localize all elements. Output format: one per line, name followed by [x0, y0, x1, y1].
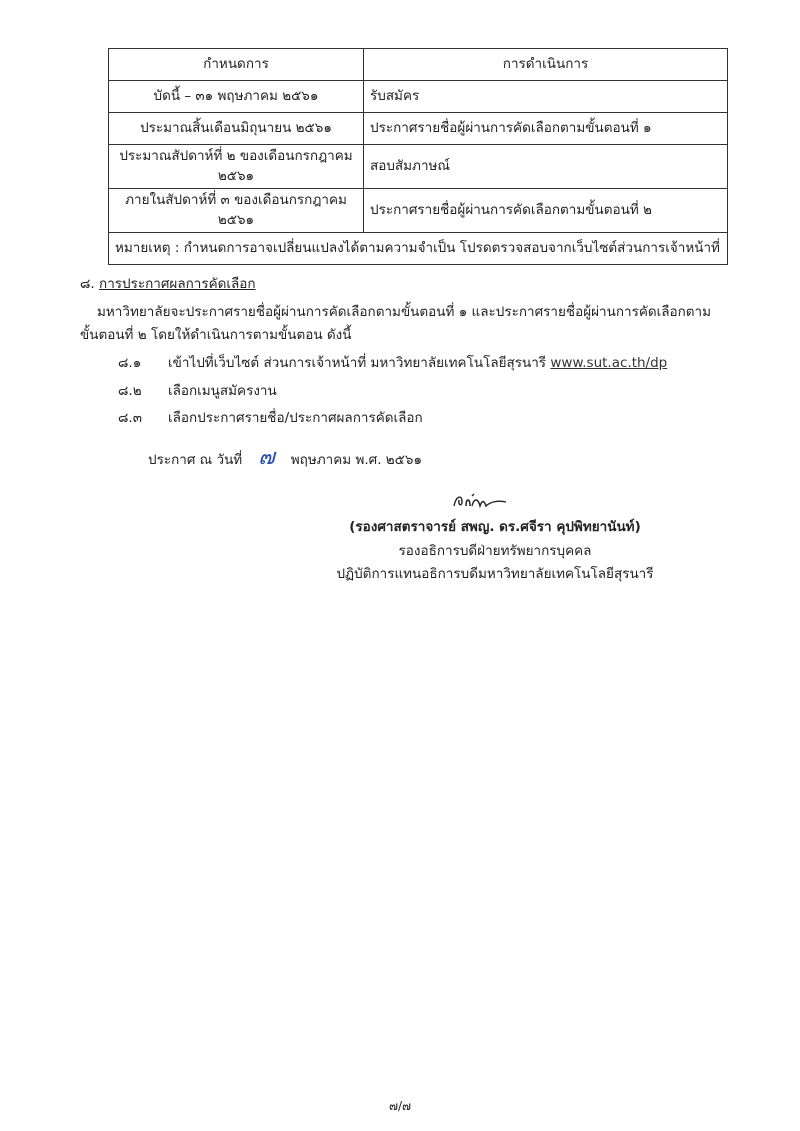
- announcement-day: ๗: [258, 444, 275, 470]
- section-number: ๘.: [80, 276, 95, 293]
- announcement: [148, 444, 730, 471]
- row-date: ประมาณสัปดาห์ที่ ๒ ของเดือนกรกฎาคม ๒๕๖๑: [109, 145, 364, 189]
- row-action: ประกาศรายชื่อผู้ผ่านการคัดเลือกตามขั้นตอนที่ ๒: [364, 189, 728, 233]
- item-content: [168, 354, 730, 374]
- list-item: [80, 382, 730, 402]
- item-number: ๘.๒: [118, 382, 142, 399]
- website-link[interactable]: www.sut.ac.th/dp: [550, 354, 668, 371]
- item-text: เลือกเมนูสมัครงาน: [168, 382, 277, 399]
- section-heading: [80, 275, 730, 295]
- schedule-table: [108, 48, 728, 265]
- item-number: ๘.๓: [118, 410, 142, 427]
- header-schedule: กำหนดการ: [109, 49, 364, 81]
- table-row: [109, 145, 728, 189]
- item-number: ๘.๑: [118, 354, 142, 371]
- row-action: รับสมัคร: [364, 81, 728, 113]
- signature-block: [285, 488, 705, 585]
- row-action: ประกาศรายชื่อผู้ผ่านการคัดเลือกตามขั้นตอนที่ ๑: [364, 113, 728, 145]
- section-title: การประกาศผลการคัดเลือก: [99, 276, 256, 293]
- table-note-row: [109, 233, 728, 265]
- signature-icon: [450, 488, 510, 512]
- table-header-row: [109, 49, 728, 81]
- signatory-position: รองอธิการบดีฝ่ายทรัพยากรบุคคล: [398, 542, 592, 559]
- table-row: [109, 81, 728, 113]
- table-note: หมายเหตุ : กำหนดการอาจเปลี่ยนแปลงได้ตามความจำเป็น โปรดตรวจสอบจากเว็บไซต์ส่วนการเจ้าหน้าที่: [109, 233, 728, 265]
- item-text: เลือกประกาศรายชื่อ/ประกาศผลการคัดเลือก: [168, 410, 423, 427]
- row-action: สอบสัมภาษณ์: [364, 145, 728, 189]
- paragraph-line-1: มหาวิทยาลัยจะประกาศรายชื่อผู้ผ่านการคัดเลือกตามขั้นตอนที่ ๑ และประกาศรายชื่อผู้ผ่านการคัดเลือกตาม: [97, 303, 712, 320]
- header-action: การดำเนินการ: [364, 49, 728, 81]
- table-row: [109, 189, 728, 233]
- signatory-name: (รองศาสตราจารย์ สพญ. ดร.ศจีรา คุปพิทยานันท์): [349, 519, 641, 536]
- row-date: บัดนี้ – ๓๑ พฤษภาคม ๒๕๖๑: [109, 81, 364, 113]
- list-item: [80, 409, 730, 429]
- document-body: [80, 48, 730, 585]
- item-text: เข้าไปที่เว็บไซต์ ส่วนการเจ้าหน้าที่ มหาวิทยาลัยเทคโนโลยีสุรนารี: [168, 354, 547, 371]
- table-row: [109, 113, 728, 145]
- row-date: ประมาณสิ้นเดือนมิถุนายน ๒๕๖๑: [109, 113, 364, 145]
- page-number: ๗/๗: [388, 1099, 412, 1113]
- announcement-month-year: พฤษภาคม พ.ศ. ๒๕๖๑: [290, 451, 423, 468]
- paragraph-line-2: ขั้นตอนที่ ๒ โดยให้ดำเนินการตามขั้นตอน ดังนี้: [80, 327, 352, 344]
- row-date: ภายในสัปดาห์ที่ ๓ ของเดือนกรกฎาคม ๒๕๖๑: [109, 189, 364, 233]
- list-item: [80, 354, 730, 374]
- signatory-acting-position: ปฏิบัติการแทนอธิการบดีมหาวิทยาลัยเทคโนโลยีสุรนารี: [336, 566, 654, 583]
- announcement-prefix: ประกาศ ณ วันที่: [148, 451, 243, 468]
